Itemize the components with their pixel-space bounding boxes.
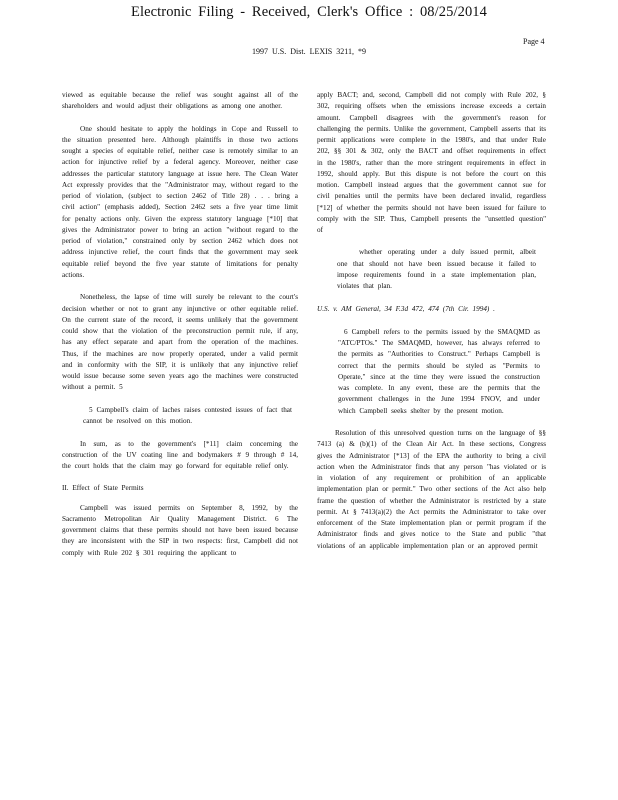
paragraph: viewed as equitable because the relief was sought against all of the shareholders and would adjust their obligations as among one another. bbox=[62, 91, 298, 111]
case-citation: 1997 U.S. Dist. LEXIS 3211, *9 bbox=[252, 47, 366, 56]
right-column bbox=[317, 90, 546, 563]
left-column bbox=[62, 90, 298, 570]
paragraph: Resolution of this unresolved question turns on the language of §§ 7413 (a) & (b)(1) of the Clean Air Act. In these sections, Congress gives the Administrator [*13] of the EPA the authority to bring a civil action when the Administrator finds that any person "has violated or is in violation of any requirement or prohibition of an applicable implementation plan or permit." Two other sections of the Act also help frame the question of whether the Administrator is restricted by a state permit. At § 7413(a)(2) the Act permits the Administrator to take over enforcement of the State implementation plan or permit program if the Administrator finds and gives notice to the State and public "that violations of an applicable implementation plan or an approved permit bbox=[317, 429, 546, 550]
quote-citation: U.S. v. AM General, 34 F.3d 472, 474 (7th Cir. 1994) . bbox=[317, 304, 495, 313]
footnote-5: 5 Campbell's claim of laches raises contested issues of fact that cannot be resolved on this motion. bbox=[83, 405, 292, 426]
paragraph: apply BACT; and, second, Campbell did not comply with Rule 202, § 302, requiring offsets when the emissions increase exceeds a certain amount. Campbell disagrees with the government's reason for challenging the permits. Unlike the government, Campbell asserts that its permit applications were complete in the 1980's, and that under Rule 202, §§ 301 & 302, only the BACT and offset requirements in effect in the 1980's, rather than the more stringent requirements in effect in 1992, should apply. But this dispute is not before the court on this motion. Campbell instead argues that the government cannot sue for civil penalties until the permits have been declared invalid, regardless [*12] of whether the permits should not have been issued for failure to comply with the SIP. Thus, Campbell presents the "unsettled question" of bbox=[317, 91, 546, 234]
paragraph: One should hesitate to apply the holdings in Cope and Russell to the situation presented here. Although plaintiffs in those two actions sought a species of equitable relief, neither case is remotely similar to an action for injunctive relief by a federal agency. Moreover, neither case addresses the particular statutory language at issue here. The Clean Water Act expressly provides that the "Administrator may, without regard to the period of violation, (subject to section 2462 of Title 28) . . . bring a civil action" (emphasis added), Section 2462 sets a five year time limit for penalty actions only. Given the express statutory language [*10] that gives the Administrator power to bring an action "without regard to the period of violation," constrained only by section 2462 which does not address injunctive relief, the court finds that the government may seek equitable relief beyond the five year statute of limitations for penalty actions. bbox=[62, 124, 298, 279]
filing-stamp-header: Electronic Filing - Received, Clerk's Office : 08/25/2014 bbox=[130, 4, 488, 20]
paragraph: Nonetheless, the lapse of time will surely be relevant to the court's decision whether or not to grant any injunctive or other equitable relief. On the current state of the record, it seems unlikely that the government could show that the violation of the preconstruction permit rule, if any, has any effect separate and apart from the operation of the machines. Thus, if the machines are now properly operated, under a valid permit and in conformity with the SIP, it is unlikely that any injunctive relief would issue because some seven years ago the machines were constructed without a permit. 5 bbox=[62, 293, 298, 392]
footnote-6: 6 Campbell refers to the permits issued by the SMAQMD as "ATC/PTOs." The SMAQMD, however, has always referred to the permits as "Authorities to Construct." Perhaps Campbell is correct that the permits should be styled as "Permits to Operate," since at the time they were issued the construction was complete. In any event, these are the permits that the government challenges in the June 1994 FNOV, and under which Campbell seeks shelter by the present motion. bbox=[338, 327, 540, 415]
block-quote: whether operating under a duly issued permit, albeit one that should not have been issued because it failed to impose requirements found in a state implementation plan, violates that plan. bbox=[337, 248, 536, 291]
paragraph: In sum, as to the government's [*11] claim concerning the construction of the UV coating line and bodymakers # 9 through # 14, the court holds that the claim may go forward for equitable relief only. bbox=[62, 439, 298, 470]
section-heading: II. Effect of State Permits bbox=[62, 484, 144, 493]
paragraph: Campbell was issued permits on September 8, 1992, by the Sacramento Metropolitan Air Quality Management District. 6 The government claims that these permits should not have been issued because they are inconsistent with the SIP in two respects: first, Campbell did not comply with Rule 202 § 301 requiring the applicant to bbox=[62, 503, 298, 557]
page-number: Page 4 bbox=[523, 37, 545, 46]
